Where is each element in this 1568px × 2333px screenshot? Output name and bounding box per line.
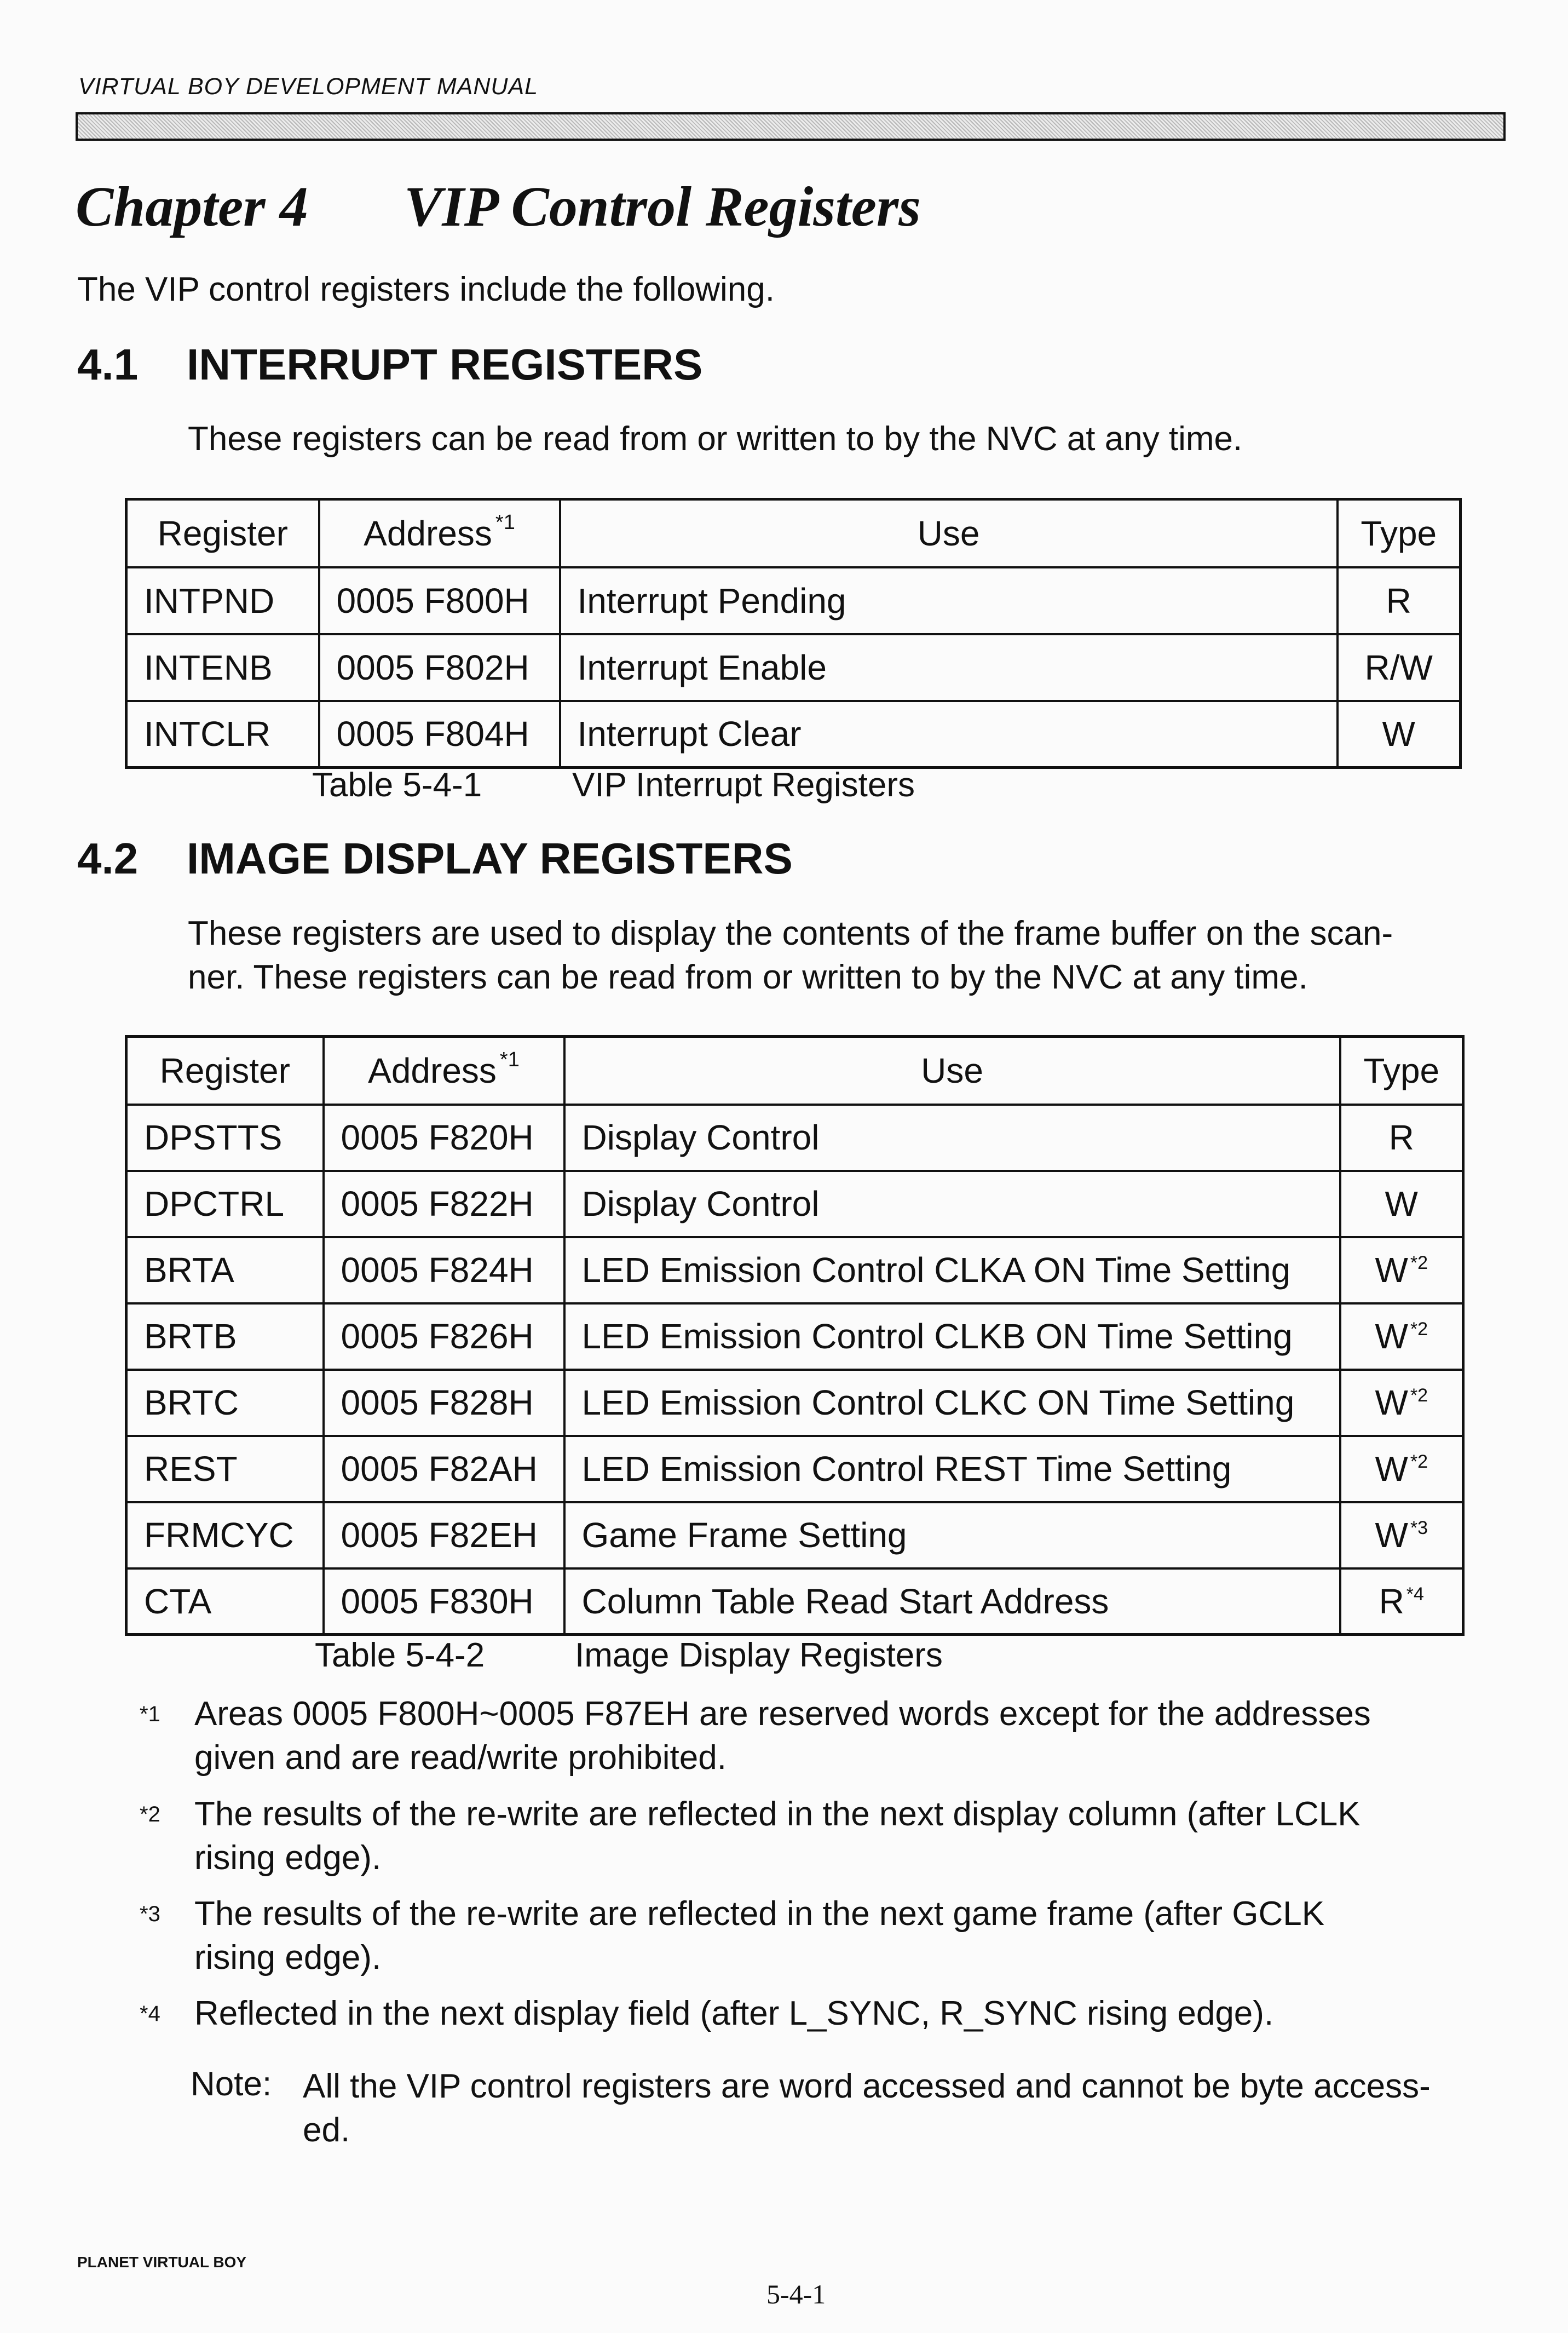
table-row: [126, 1171, 1463, 1237]
table-caption-5-4-1: [312, 766, 915, 805]
type-value: W: [1375, 1515, 1408, 1555]
image-display-registers-table: [125, 1035, 1465, 1636]
type-cell: [1340, 1502, 1463, 1568]
register-cell: BRTA: [126, 1237, 324, 1303]
use-cell: Column Table Read Start Address: [564, 1568, 1340, 1635]
address-cell: 0005 F830H: [324, 1568, 564, 1635]
chapter-title: VIP Control Registers: [404, 175, 921, 238]
chapter-heading: [76, 174, 921, 239]
type-cell: [1338, 634, 1461, 701]
address-footnote-mark: *1: [495, 510, 515, 534]
note-line: ed.: [303, 2111, 350, 2149]
footnote-4: [140, 1992, 1519, 2036]
use-cell: LED Emission Control CLKB ON Time Setting: [564, 1303, 1340, 1370]
table-caption-5-4-2: [315, 1636, 943, 1675]
use-cell: LED Emission Control CLKA ON Time Setting: [564, 1237, 1340, 1303]
note-text: [303, 2065, 1513, 2152]
register-cell: BRTB: [126, 1303, 324, 1370]
type-value: R: [1386, 581, 1411, 620]
section-title: INTERRUPT REGISTERS: [187, 340, 703, 389]
footnote-1: [140, 1692, 1519, 1780]
header-address: [319, 499, 560, 567]
address-cell: 0005 F800H: [319, 567, 560, 634]
type-value: W: [1375, 1317, 1408, 1356]
type-value: W: [1375, 1250, 1408, 1290]
header-use: Use: [560, 499, 1338, 567]
footnote-line: The results of the re-write are reflected in the next display column (after LCLK: [194, 1795, 1361, 1833]
section-title: IMAGE DISPLAY REGISTERS: [187, 834, 793, 883]
address-cell: 0005 F822H: [324, 1171, 564, 1237]
type-cell: [1340, 1568, 1463, 1635]
section-number: 4.1: [77, 340, 139, 389]
use-cell: Display Control: [564, 1105, 1340, 1171]
footnote-mark: *3: [140, 1902, 160, 1926]
footnote-line: rising edge).: [194, 1839, 382, 1877]
running-header: VIRTUAL BOY DEVELOPMENT MANUAL: [78, 73, 539, 100]
address-cell: 0005 F82EH: [324, 1502, 564, 1568]
description-line: These registers are used to display the contents of the frame buffer on the scan-: [188, 915, 1393, 952]
footnote-mark: *4: [140, 2002, 160, 2026]
type-value: W: [1375, 1383, 1408, 1422]
caption-number: Table 5-4-2: [315, 1636, 485, 1674]
use-cell: Interrupt Clear: [560, 701, 1338, 768]
type-cell: [1340, 1237, 1463, 1303]
section-description: [188, 912, 1513, 999]
header-rule-bar: [76, 112, 1506, 141]
note-line: All the VIP control registers are word accessed and cannot be byte access-: [303, 2067, 1431, 2105]
table-row: [126, 1502, 1463, 1568]
type-cell: [1338, 701, 1461, 768]
type-cell: [1340, 1303, 1463, 1370]
header-register: Register: [126, 1037, 324, 1105]
header-type: Type: [1340, 1037, 1463, 1105]
header-use: Use: [564, 1037, 1340, 1105]
footnote-line: Reflected in the next display field (after L_SYNC, R_SYNC rising edge).: [194, 1995, 1274, 2032]
table-header-row: [126, 499, 1461, 567]
intro-text: The VIP control registers include the following.: [77, 271, 775, 308]
footnote-line: given and are read/write prohibited.: [194, 1739, 727, 1777]
register-cell: CTA: [126, 1568, 324, 1635]
table-row: [126, 1303, 1463, 1370]
type-footnote-mark: *2: [1410, 1385, 1428, 1406]
section-heading-4-2: [77, 834, 793, 884]
description-line: ner. These registers can be read from or written to by the NVC at any time.: [188, 958, 1308, 996]
footnote-3: [140, 1892, 1519, 1980]
footnote-line: The results of the re-write are reflected in the next game frame (after GCLK: [194, 1895, 1325, 1933]
table-row: [126, 1237, 1463, 1303]
type-value: R/W: [1364, 647, 1433, 687]
type-cell: [1340, 1370, 1463, 1436]
header-type: Type: [1338, 499, 1461, 567]
register-cell: INTPND: [126, 567, 319, 634]
type-value: R: [1379, 1581, 1404, 1621]
footnote-line: rising edge).: [194, 1939, 382, 1976]
use-cell: Display Control: [564, 1171, 1340, 1237]
type-footnote-mark: *4: [1406, 1583, 1424, 1605]
type-value: W: [1375, 1449, 1408, 1489]
header-address-label: Address: [364, 513, 492, 553]
table-row: [126, 1370, 1463, 1436]
table-header-row: [126, 1037, 1463, 1105]
header-address: [324, 1037, 564, 1105]
caption-text: Image Display Registers: [575, 1636, 943, 1674]
type-cell: [1338, 567, 1461, 634]
section-number: 4.2: [77, 834, 139, 883]
footnote-mark: *2: [140, 1802, 160, 1826]
type-value: W: [1382, 714, 1415, 754]
section-description: These registers can be read from or written to by the NVC at any time.: [188, 420, 1243, 458]
table-row: [126, 634, 1461, 701]
type-cell: [1340, 1436, 1463, 1502]
chapter-label: Chapter 4: [76, 175, 308, 238]
footnote-line: Areas 0005 F800H~0005 F87EH are reserved words except for the addresses: [194, 1695, 1371, 1733]
footnote-mark: *1: [140, 1702, 160, 1726]
use-cell: Interrupt Pending: [560, 567, 1338, 634]
type-cell: [1340, 1171, 1463, 1237]
table-row: [126, 701, 1461, 768]
register-cell: DPCTRL: [126, 1171, 324, 1237]
type-value: W: [1385, 1184, 1418, 1223]
header-register: Register: [126, 499, 319, 567]
type-footnote-mark: *2: [1410, 1319, 1428, 1340]
register-cell: DPSTTS: [126, 1105, 324, 1171]
use-cell: LED Emission Control CLKC ON Time Setting: [564, 1370, 1340, 1436]
header-address-label: Address: [368, 1050, 497, 1090]
address-cell: 0005 F828H: [324, 1370, 564, 1436]
type-footnote-mark: *2: [1410, 1451, 1428, 1472]
register-cell: INTCLR: [126, 701, 319, 768]
caption-text: VIP Interrupt Registers: [572, 766, 915, 804]
type-footnote-mark: *3: [1410, 1518, 1428, 1538]
type-footnote-mark: *2: [1410, 1252, 1428, 1273]
table-row: [126, 1568, 1463, 1635]
table-row: [126, 567, 1461, 634]
interrupt-registers-table: [125, 498, 1462, 769]
address-footnote-mark: *1: [499, 1048, 520, 1071]
footer-publisher: PLANET VIRTUAL BOY: [77, 2254, 247, 2271]
address-cell: 0005 F82AH: [324, 1436, 564, 1502]
register-cell: FRMCYC: [126, 1502, 324, 1568]
register-cell: BRTC: [126, 1370, 324, 1436]
section-heading-4-1: [77, 340, 702, 390]
address-cell: 0005 F826H: [324, 1303, 564, 1370]
use-cell: LED Emission Control REST Time Setting: [564, 1436, 1340, 1502]
note-label: Note:: [191, 2065, 272, 2103]
use-cell: Interrupt Enable: [560, 634, 1338, 701]
address-cell: 0005 F824H: [324, 1237, 564, 1303]
page-number: 5-4-1: [766, 2279, 826, 2309]
table-row: [126, 1436, 1463, 1502]
footnote-2: [140, 1792, 1519, 1880]
register-cell: REST: [126, 1436, 324, 1502]
address-cell: 0005 F802H: [319, 634, 560, 701]
address-cell: 0005 F820H: [324, 1105, 564, 1171]
use-cell: Game Frame Setting: [564, 1502, 1340, 1568]
register-cell: INTENB: [126, 634, 319, 701]
type-cell: [1340, 1105, 1463, 1171]
address-cell: 0005 F804H: [319, 701, 560, 768]
table-row: [126, 1105, 1463, 1171]
caption-number: Table 5-4-1: [312, 766, 482, 804]
type-value: R: [1388, 1118, 1414, 1157]
